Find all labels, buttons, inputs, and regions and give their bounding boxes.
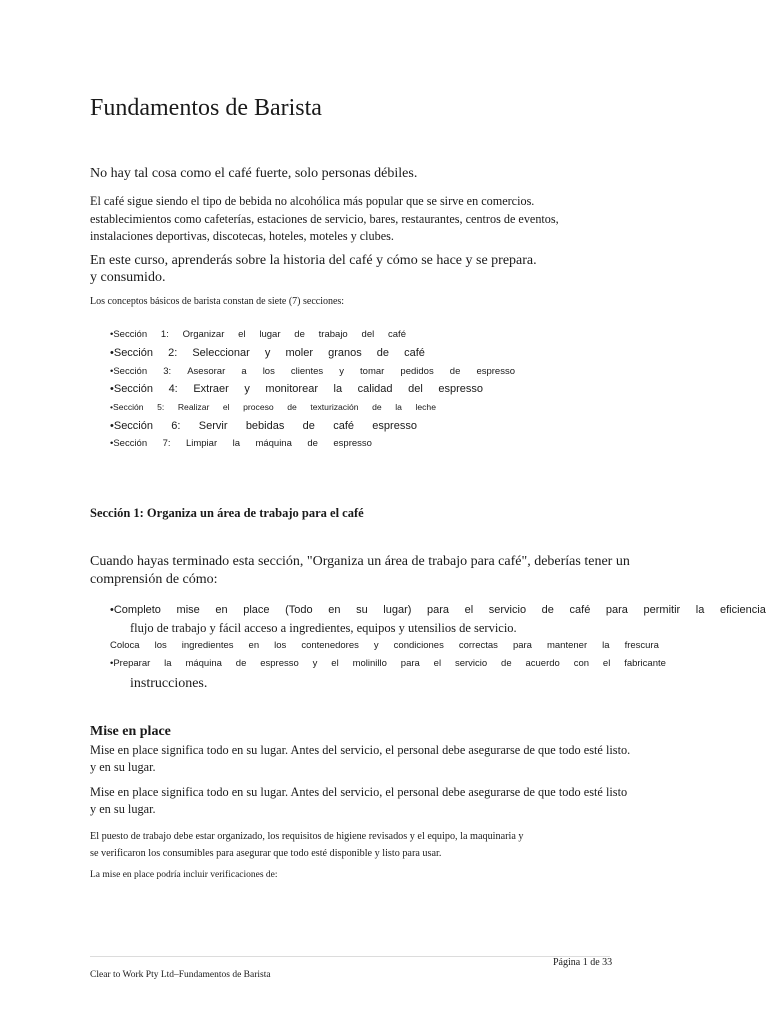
section-word: Extraer — [193, 383, 229, 395]
section-word: tomar — [360, 366, 385, 377]
outcome-word: para — [512, 640, 532, 651]
section-word: de — [307, 438, 318, 449]
outcome-word: frescura — [624, 640, 659, 651]
section-word: de — [372, 402, 382, 412]
section-word: y — [339, 366, 344, 377]
section-word: y — [244, 383, 250, 395]
outcome-word: máquina — [185, 658, 222, 669]
outcome-word: ingredientes — [181, 640, 234, 651]
outcome-word: su — [356, 604, 368, 616]
outcome-word: •Completo — [110, 604, 161, 616]
section-item-5 — [110, 402, 436, 412]
section-item-6 — [110, 420, 417, 432]
section-word: lugar — [259, 329, 281, 340]
concepts-line: Los conceptos básicos de barista constan de siete (7) secciones: — [90, 296, 345, 307]
outcome-word: place — [243, 604, 270, 616]
section-word: •Sección — [110, 329, 148, 340]
outcome-word: el — [331, 658, 339, 669]
section-word: Seleccionar — [192, 347, 250, 359]
section-word: de — [376, 347, 390, 359]
outcome-word: de — [541, 604, 554, 616]
section-word: 1: — [160, 329, 169, 340]
footer-text: Clear to Work Pty Ltd–Fundamentos de Barista — [90, 970, 271, 980]
outcome-item-mise-en-place-cont: flujo de trabajo y fácil acceso a ingredientes, equipos y utensilios de servicio. — [130, 621, 517, 635]
section-word: café — [404, 347, 425, 359]
outcome-word: para — [605, 604, 628, 616]
section-word: Realizar — [177, 402, 210, 412]
mise-paragraph-1: Mise en place significa todo en su lugar. Antes del servicio, el personal debe asegurarse de que todo esté listo. y en su lugar. — [90, 743, 631, 774]
mise-paragraph-2: Mise en place significa todo en su lugar. Antes del servicio, el personal debe asegurarse de que todo esté listo y en su lugar. — [90, 785, 628, 816]
outcome-word: mantener — [546, 640, 588, 651]
section-word: café — [388, 329, 406, 340]
outcome-word: con — [573, 658, 590, 669]
intro-paragraph: El café sigue siendo el tipo de bebida no alcohólica más popular que se sirve en comercios. establecimientos como cafeterías, estaciones de servicio, bares, restaurantes, centros de eventos, instalaciones deportivas, discotecas, hoteles, moteles y clubes. — [90, 194, 559, 243]
section-word: 6: — [171, 420, 181, 432]
section-word: •Sección — [110, 420, 153, 432]
outcome-word: en — [328, 604, 341, 616]
section-word: de — [302, 420, 315, 432]
outcome-word: •Preparar — [110, 658, 151, 669]
outcome-word: los — [274, 640, 287, 651]
section-word: proceso — [243, 402, 274, 412]
section-word: y — [264, 347, 271, 359]
section-word: pedidos — [400, 366, 434, 377]
section-word: máquina — [255, 438, 292, 449]
outcome-word: fabricante — [624, 658, 666, 669]
outcome-word: y — [312, 658, 318, 669]
course-paragraph: En este curso, aprenderás sobre la historia del café y cómo se hace y se prepara. y consumido. — [90, 253, 537, 285]
section-word: la — [333, 383, 343, 395]
outcome-word: correctas — [458, 640, 498, 651]
section-word: moler — [285, 347, 313, 359]
section-word: la — [232, 438, 240, 449]
outcome-word: para — [427, 604, 450, 616]
outcome-word: y — [373, 640, 379, 651]
section-word: la — [395, 402, 402, 412]
page-number: Página 1 de 33 — [553, 957, 613, 968]
section-word: texturización — [310, 402, 359, 412]
section-word: 4: — [168, 383, 178, 395]
section-word: Limpiar — [185, 438, 218, 449]
section-word: de — [294, 329, 305, 340]
section-word: 7: — [162, 438, 171, 449]
section-word: espresso — [333, 438, 372, 449]
outcome-word: espresso — [260, 658, 299, 669]
section1-heading: Sección 1: Organiza un área de trabajo para el café — [90, 506, 364, 520]
section-word: •Sección — [110, 366, 148, 377]
section-word: 3: — [163, 366, 172, 377]
section-word: trabajo — [318, 329, 348, 340]
section-item-4 — [110, 383, 483, 395]
outcome-paragraph: Cuando hayas terminado esta sección, "Organiza un área de trabajo para café", deberías tener un comprensión de cómo: — [90, 554, 630, 587]
section-word: granos — [328, 347, 362, 359]
section-word: 2: — [168, 347, 178, 359]
section-word: espresso — [372, 420, 417, 432]
outcome-word: servicio — [488, 604, 527, 616]
quote-line: No hay tal cosa como el café fuerte, solo personas débiles. — [90, 166, 418, 181]
section-word: •Sección — [110, 402, 144, 412]
outcome-item-mise-en-place — [110, 604, 766, 616]
workstation-paragraph: El puesto de trabajo debe estar organizado, los requisitos de higiene revisados y el equipo, la maquinaria y se verificaron los consumibles para asegurar que todo esté disponible y listo para usar. — [90, 831, 524, 859]
checks-line: La mise en place podría incluir verificaciones de: — [90, 870, 278, 880]
section-item-2 — [110, 347, 425, 359]
section-word: •Sección — [110, 347, 153, 359]
section-word: espresso — [438, 383, 483, 395]
outcome-word: Coloca — [110, 640, 140, 651]
outcome-word: contenedores — [301, 640, 359, 651]
section-word: el — [238, 329, 246, 340]
section-word: del — [408, 383, 423, 395]
outcome-word: café — [569, 604, 591, 616]
outcome-item-machine — [110, 658, 666, 669]
outcome-word: servicio — [454, 658, 488, 669]
section-word: café — [333, 420, 354, 432]
outcome-word: en — [215, 604, 228, 616]
section-word: los — [262, 366, 275, 377]
outcome-word: mise — [176, 604, 200, 616]
section-word: de — [449, 366, 461, 377]
outcome-item-machine-cont: instrucciones. — [130, 676, 208, 691]
section-word: 5: — [157, 402, 165, 412]
section-word: el — [222, 402, 230, 412]
section-word: calidad — [357, 383, 393, 395]
outcome-word: (Todo — [285, 604, 313, 616]
outcome-word: el — [464, 604, 474, 616]
section-item-3 — [110, 366, 515, 377]
section-word: de — [287, 402, 297, 412]
outcome-word: los — [154, 640, 167, 651]
outcome-word: condiciones — [393, 640, 444, 651]
section-word: del — [361, 329, 375, 340]
section-item-1 — [110, 329, 406, 340]
outcome-word: de — [235, 658, 247, 669]
outcome-word: lugar) — [383, 604, 412, 616]
section-item-7 — [110, 438, 372, 449]
section-word: espresso — [476, 366, 515, 377]
outcome-word: el — [433, 658, 442, 669]
outcome-word: molinillo — [352, 658, 387, 669]
outcome-word: en — [248, 640, 260, 651]
section-word: Servir — [198, 420, 228, 432]
outcome-word: eficiencia — [719, 604, 766, 616]
section-word: monitorear — [265, 383, 318, 395]
section-word: a — [241, 366, 247, 377]
outcome-word: la — [164, 658, 172, 669]
document-title: Fundamentos de Barista — [90, 95, 322, 121]
outcome-item-ingredients — [110, 640, 659, 651]
outcome-word: el — [602, 658, 611, 669]
footer-divider — [90, 956, 610, 957]
outcome-word: para — [400, 658, 420, 669]
outcome-word: la — [695, 604, 705, 616]
outcome-word: acuerdo — [525, 658, 560, 669]
section-word: leche — [415, 402, 436, 412]
section-word: bebidas — [245, 420, 285, 432]
section-word: Organizar — [182, 329, 225, 340]
outcome-word: la — [602, 640, 610, 651]
outcome-word: permitir — [643, 604, 681, 616]
section-word: clientes — [290, 366, 324, 377]
section-word: Asesorar — [187, 366, 226, 377]
outcome-word: de — [501, 658, 512, 669]
section-word: •Sección — [110, 438, 148, 449]
section-word: •Sección — [110, 383, 153, 395]
mise-heading: Mise en place — [90, 724, 171, 739]
